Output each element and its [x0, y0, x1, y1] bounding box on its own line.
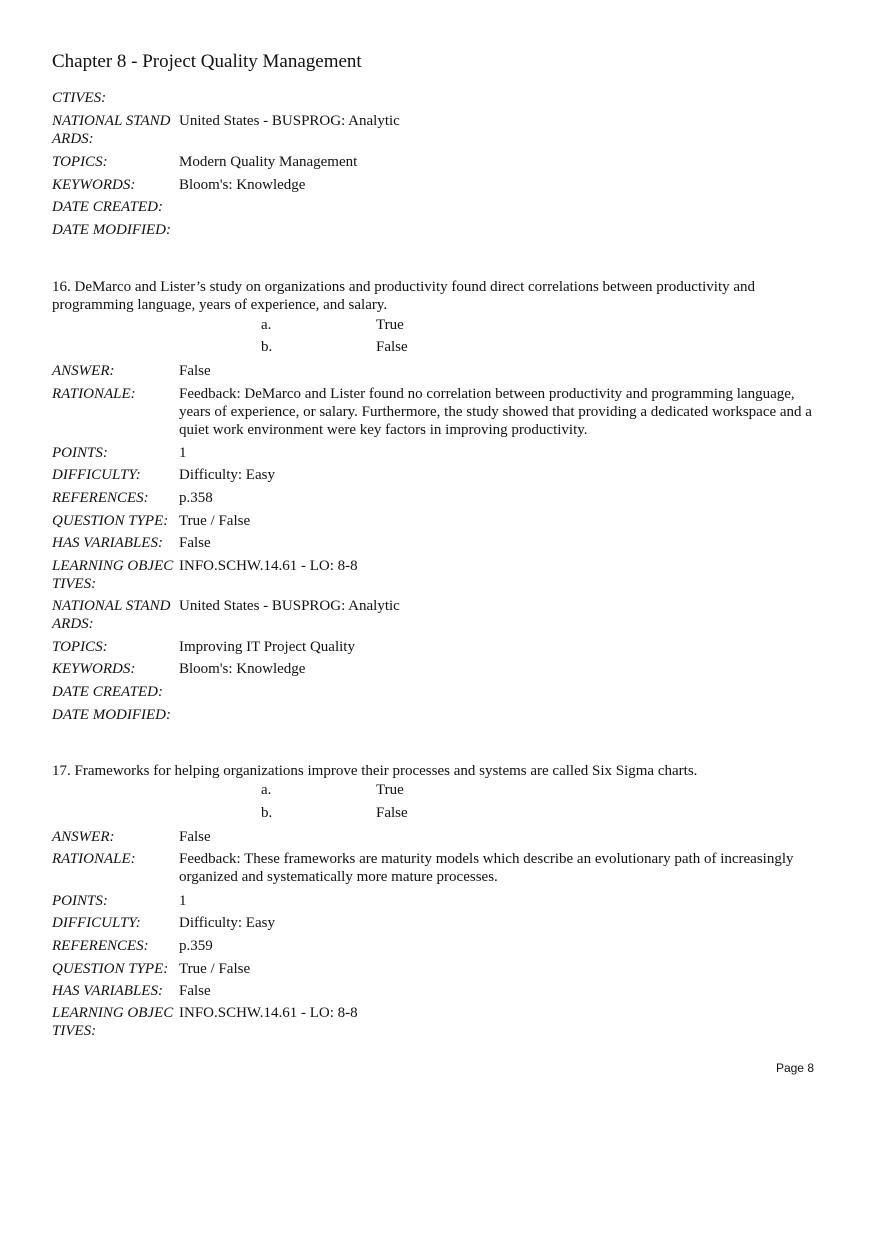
references-value: p.359 — [179, 938, 213, 954]
question-16-text: 16. DeMarco and Lister’s study on organizations and productivity found direct correlations between productivity and programming language, years of experience, and salary. — [52, 279, 756, 313]
has-variables-value: False — [179, 983, 211, 999]
answer-label: ANSWER: — [52, 829, 115, 845]
q16-option-b-letter: b. — [261, 339, 273, 355]
page-title: Chapter 8 - Project Quality Management — [52, 51, 362, 72]
question-17-text: 17. Frameworks for helping organizations improve their processes and systems are called Six Sigma charts. — [52, 763, 698, 779]
question-type-label: QUESTION TYPE: — [52, 513, 169, 529]
objectives-label: CTIVES: — [52, 90, 107, 106]
has-variables-label: HAS VARIABLES: — [52, 535, 163, 551]
standards-value: United States - BUSPROG: Analytic — [179, 113, 400, 129]
learning-objectives-value: INFO.SCHW.14.61 - LO: 8-8 — [179, 558, 358, 574]
topics-value: Improving IT Project Quality — [179, 639, 355, 655]
page-number: Page 8 — [775, 1061, 814, 1075]
points-value: 1 — [179, 445, 187, 461]
references-value: p.358 — [179, 490, 213, 506]
keywords-label: KEYWORDS: — [52, 661, 136, 677]
question-type-value: True / False — [179, 513, 251, 529]
topics-label: TOPICS: — [52, 639, 108, 655]
q16-option-a-text: True — [376, 317, 404, 333]
topics-value: Modern Quality Management — [179, 154, 358, 170]
points-value: 1 — [179, 893, 187, 909]
date-created-label: DATE CREATED: — [52, 684, 163, 700]
date-created-label: DATE CREATED: — [52, 199, 163, 215]
learning-objectives-label: LEARNING OBJECTIVES: — [52, 558, 174, 592]
rationale-label: RATIONALE: — [52, 386, 136, 402]
topics-label: TOPICS: — [52, 154, 108, 170]
date-modified-label: DATE MODIFIED: — [52, 707, 171, 723]
difficulty-value: Difficulty: Easy — [179, 915, 275, 931]
q17-option-a-letter: a. — [261, 782, 272, 798]
keywords-value: Bloom's: Knowledge — [179, 177, 306, 193]
has-variables-value: False — [179, 535, 211, 551]
rationale-value: Feedback: These frameworks are maturity models which describe an evolutionary path of increasingly organized and systematically more mature processes. — [179, 851, 794, 885]
difficulty-label: DIFFICULTY: — [52, 467, 141, 483]
q17-option-b-letter: b. — [261, 805, 273, 821]
difficulty-value: Difficulty: Easy — [179, 467, 275, 483]
rationale-label: RATIONALE: — [52, 851, 136, 867]
references-label: REFERENCES: — [52, 490, 149, 506]
has-variables-label: HAS VARIABLES: — [52, 983, 163, 999]
q16-option-b-text: False — [376, 339, 408, 355]
question-type-value: True / False — [179, 961, 251, 977]
q16-option-a-letter: a. — [261, 317, 272, 333]
answer-label: ANSWER: — [52, 363, 115, 379]
answer-value: False — [179, 363, 211, 379]
q17-option-a-text: True — [376, 782, 404, 798]
date-modified-label: DATE MODIFIED: — [52, 222, 171, 238]
standards-value: United States - BUSPROG: Analytic — [179, 598, 400, 614]
difficulty-label: DIFFICULTY: — [52, 915, 141, 931]
learning-objectives-label: LEARNING OBJECTIVES: — [52, 1005, 174, 1039]
points-label: POINTS: — [52, 893, 108, 909]
answer-value: False — [179, 829, 211, 845]
points-label: POINTS: — [52, 445, 108, 461]
rationale-value: Feedback: DeMarco and Lister found no correlation between productivity and programming language, years of experience, or salary. Furthermore, the study showed that providing a dedicated workspace and a quiet work environment were key factors in improving productivity. — [179, 386, 812, 438]
q17-option-b-text: False — [376, 805, 408, 821]
standards-label: NATIONAL STANDARDS: — [52, 113, 171, 147]
learning-objectives-value: INFO.SCHW.14.61 - LO: 8-8 — [179, 1005, 358, 1021]
keywords-label: KEYWORDS: — [52, 177, 136, 193]
keywords-value: Bloom's: Knowledge — [179, 661, 306, 677]
standards-label: NATIONAL STANDARDS: — [52, 598, 171, 632]
references-label: REFERENCES: — [52, 938, 149, 954]
question-type-label: QUESTION TYPE: — [52, 961, 169, 977]
